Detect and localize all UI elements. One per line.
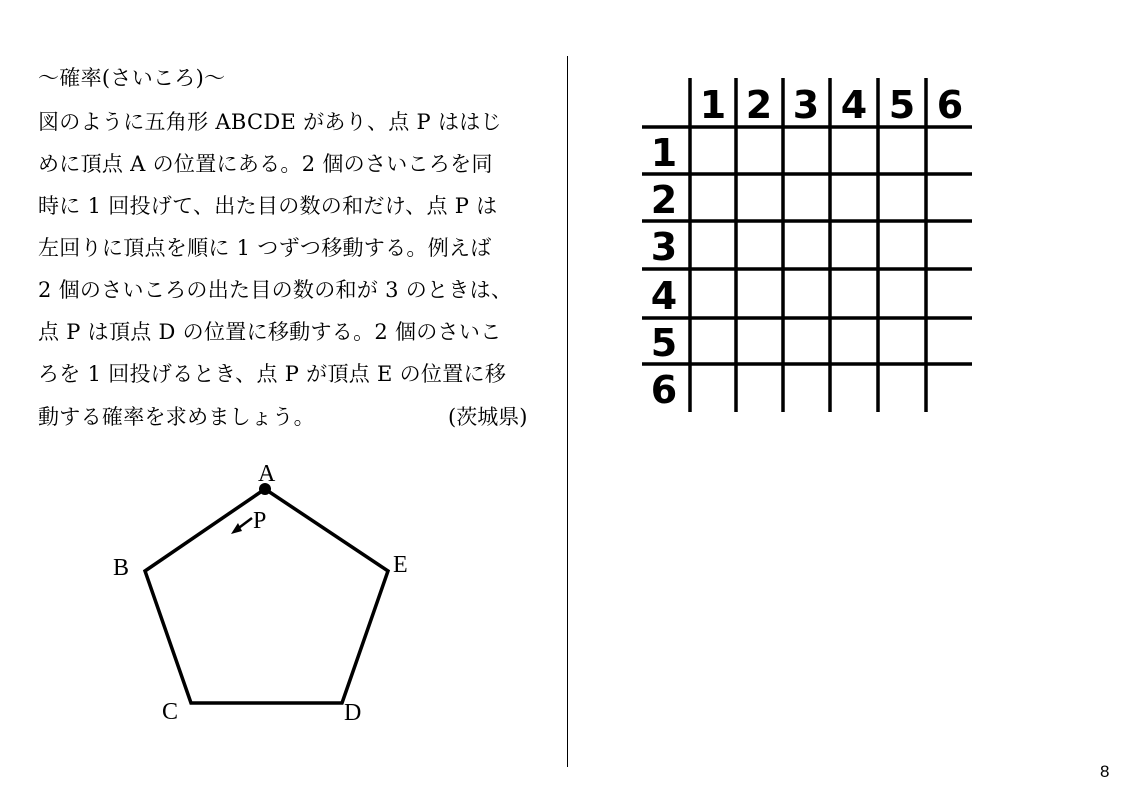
problem-line-2: めに頂点 A の位置にある。2 個のさいころを同: [38, 152, 493, 176]
row-header: 2: [650, 178, 678, 222]
problem-line-3: 時に 1 回投げて、出た目の数の和だけ、点 P は: [38, 194, 498, 218]
page-number: 8: [1100, 762, 1110, 781]
column-header: 1: [699, 83, 727, 127]
direction-arrow-icon: [231, 518, 252, 534]
column-header: 5: [888, 83, 916, 127]
dice-outcome-grid: [636, 72, 981, 417]
grid-lines: [642, 78, 972, 412]
vertex-label-b: B: [113, 555, 130, 581]
problem-line-4: 左回りに頂点を順に 1 つずつ移動する。例えば: [38, 236, 492, 260]
row-header: 3: [650, 225, 678, 269]
vertex-label-d: D: [344, 700, 362, 726]
vertex-label-a: A: [258, 461, 276, 487]
problem-source: (茨城県): [448, 405, 528, 429]
column-header: 4: [840, 83, 868, 127]
vertex-label-e: E: [393, 552, 408, 578]
problem-line-7: ろを 1 回投げるとき、点 P が頂点 E の位置に移: [38, 362, 507, 386]
pentagon-outline: [145, 489, 388, 703]
column-header: 6: [936, 83, 964, 127]
section-title: ～確率(さいころ)～: [38, 66, 226, 90]
pentagon-figure: [100, 450, 430, 740]
problem-line-5: 2 個のさいころの出た目の数の和が 3 のときは、: [38, 278, 513, 302]
row-header: 1: [650, 131, 678, 175]
problem-line-6: 点 P は頂点 D の位置に移動する。2 個のさいこ: [38, 320, 502, 344]
column-header: 3: [792, 83, 820, 127]
problem-line-8: 動する確率を求めましょう。: [38, 405, 315, 429]
row-header: 6: [650, 368, 678, 412]
column-header: 2: [745, 83, 773, 127]
row-headers: [651, 131, 677, 412]
row-header: 4: [650, 274, 678, 318]
column-divider: [567, 56, 568, 767]
problem-line-1: 図のように五角形 ABCDE があり、点 P ははじ: [38, 110, 502, 134]
row-header: 5: [650, 321, 678, 365]
point-label-p: P: [253, 508, 267, 534]
vertex-label-c: C: [162, 699, 179, 725]
